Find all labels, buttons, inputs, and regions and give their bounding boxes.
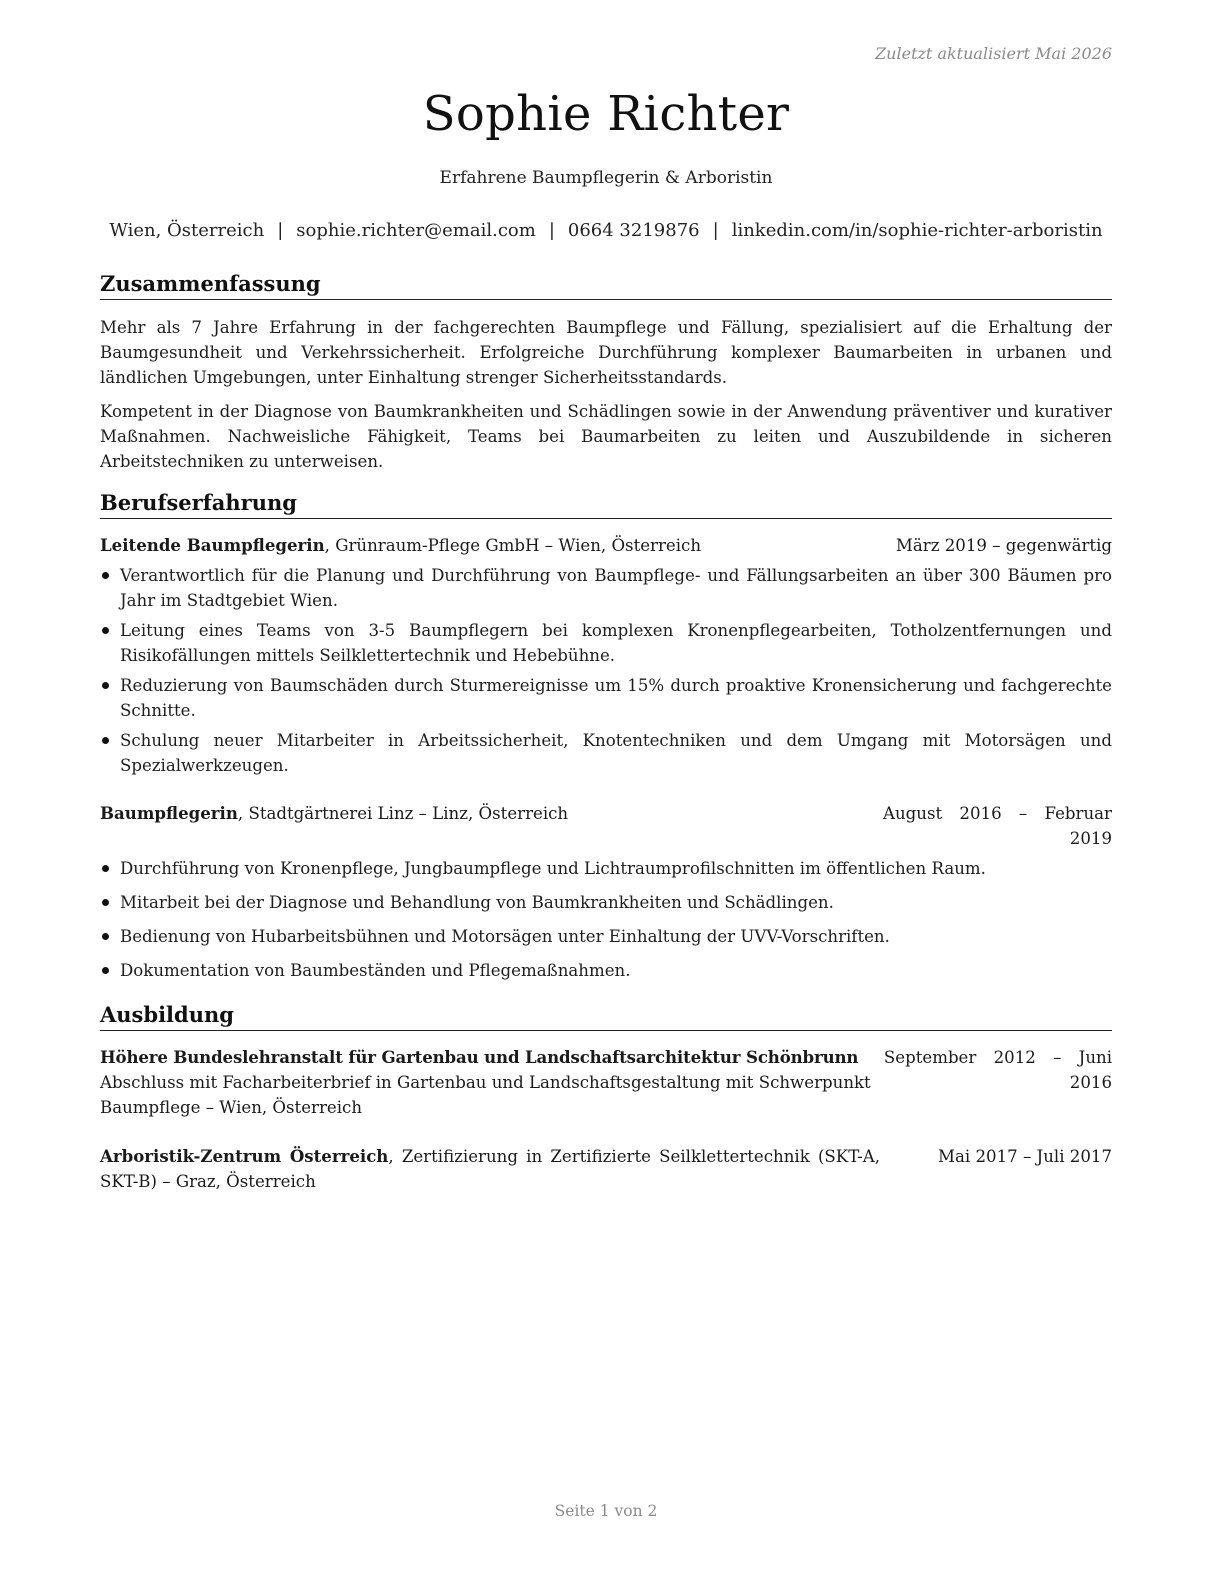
- list-item: Reduzierung von Baumschäden durch Sturmereignisse um 15% durch proaktive Kronensicherung und fachgerechte Schnitte.: [100, 673, 1112, 723]
- section-title-summary: Zusammenfassung: [100, 270, 1112, 300]
- bullet-dot-icon: [102, 627, 109, 634]
- contact-separator: |: [548, 220, 555, 241]
- bullet-dot-icon: [102, 572, 109, 579]
- education-certification: , Zertifizierung in Zertifizierte Seilklettertechnik (SKT-A, SKT-B) – Graz, Österreich: [100, 1147, 880, 1191]
- list-item: Dokumentation von Baumbeständen und Pflegemaßnahmen.: [100, 958, 1112, 983]
- job-role: Baumpflegerin: [100, 803, 238, 823]
- bullet-dot-icon: [102, 933, 109, 940]
- bullet-dot-icon: [102, 865, 109, 872]
- contact-linkedin[interactable]: linkedin.com/in/sophie-richter-arboristin: [731, 220, 1103, 241]
- contact-location: Wien, Österreich: [109, 220, 265, 241]
- education-details: [100, 1045, 880, 1120]
- list-item: Durchführung von Kronenpflege, Jungbaumpflege und Lichtraumprofilschnitten im öffentlichen Raum.: [100, 856, 1112, 881]
- job-title-line: [100, 801, 568, 826]
- list-item: Verantwortlich für die Planung und Durchführung von Baumpflege- und Fällungsarbeiten an über 300 Bäumen pro Jahr im Stadtgebiet Wien.: [100, 563, 1112, 613]
- education-entry: [100, 1045, 1112, 1121]
- education-details: [100, 1144, 880, 1194]
- section-title-experience: Berufserfahrung: [100, 489, 1112, 519]
- section-title-education: Ausbildung: [100, 1001, 1112, 1031]
- job-header: [100, 801, 1112, 851]
- education-school: Arboristik-Zentrum Österreich: [100, 1146, 389, 1166]
- bullet-dot-icon: [102, 899, 109, 906]
- education-dates: September 2012 – Juni 2016: [883, 1048, 1112, 1092]
- bullet-dot-icon: [102, 967, 109, 974]
- job-bullet-list: [100, 563, 1112, 778]
- job-employer: , Grünraum-Pflege GmbH – Wien, Österreich: [324, 536, 702, 555]
- candidate-tagline: Erfahrene Baumpflegerin & Arboristin: [439, 168, 773, 188]
- contact-separator: |: [277, 220, 284, 241]
- list-item: Mitarbeit bei der Diagnose und Behandlung von Baumkrankheiten und Schädlingen.: [100, 890, 1112, 915]
- summary-paragraph-2: Kompetent in der Diagnose von Baumkrankheiten und Schädlingen sowie in der Anwendung präventiver und kurativer Maßnahmen. Nachweisliche Fähigkeit, Teams bei Baumarbeiten zu leiten und Auszubildende in sicheren Arbeitstechniken zu unterweisen.: [100, 402, 1112, 471]
- page-number: Seite 1 von 2: [554, 1502, 658, 1520]
- job-employer: , Stadtgärtnerei Linz – Linz, Österreich: [237, 804, 569, 823]
- contact-separator: |: [712, 220, 719, 241]
- contact-email[interactable]: sophie.richter@email.com: [296, 220, 536, 241]
- education-school: Höhere Bundeslehranstalt für Gartenbau und Landschaftsarchitektur Schönbrunn: [100, 1047, 859, 1067]
- bullet-dot-icon: [102, 737, 109, 744]
- contact-line: [100, 220, 1112, 241]
- education-location: Baumpflege – Wien, Österreich: [100, 1098, 363, 1117]
- list-item: Schulung neuer Mitarbeiter in Arbeitssicherheit, Knotentechniken und dem Umgang mit Motorsägen und Spezialwerkzeugen.: [100, 728, 1112, 778]
- job-dates: August 2016 – Februar 2019: [882, 804, 1112, 848]
- job-dates: März 2019 – gegenwärtig: [895, 536, 1112, 555]
- education-degree: Abschluss mit Facharbeiterbrief in Gartenbau und Landschaftsgestaltung mit Schwerpunkt: [100, 1073, 871, 1092]
- job-role: Leitende Baumpflegerin: [100, 535, 325, 555]
- candidate-name: Sophie Richter: [422, 86, 790, 142]
- bullet-dot-icon: [102, 682, 109, 689]
- resume-page: [100, 0, 1112, 1584]
- education-entry: [100, 1144, 1112, 1196]
- last-updated-note: Zuletzt aktualisiert Mai 2026: [875, 44, 1112, 63]
- contact-phone[interactable]: 0664 3219876: [567, 220, 700, 241]
- summary-paragraph-1: Mehr als 7 Jahre Erfahrung in der fachgerechten Baumpflege und Fällung, spezialisiert auf die Erhaltung der Baumgesundheit und Verkehrssicherheit. Erfolgreiche Durchführung komplexer Baumarbeiten in urbanen und ländlichen Umgebungen, unter Einhaltung strenger Sicherheitsstandards.: [100, 318, 1112, 387]
- list-item: Bedienung von Hubarbeitsbühnen und Motorsägen unter Einhaltung der UVV-Vorschriften.: [100, 924, 1112, 949]
- job-title-line: [100, 533, 701, 558]
- education-dates: Mai 2017 – Juli 2017: [938, 1147, 1112, 1166]
- list-item: Leitung eines Teams von 3-5 Baumpflegern bei komplexen Kronenpflegearbeiten, Totholzentfernungen und Risikofällungen mittels Seilklettertechnik und Hebebühne.: [100, 618, 1112, 668]
- job-bullet-list: [100, 856, 1112, 983]
